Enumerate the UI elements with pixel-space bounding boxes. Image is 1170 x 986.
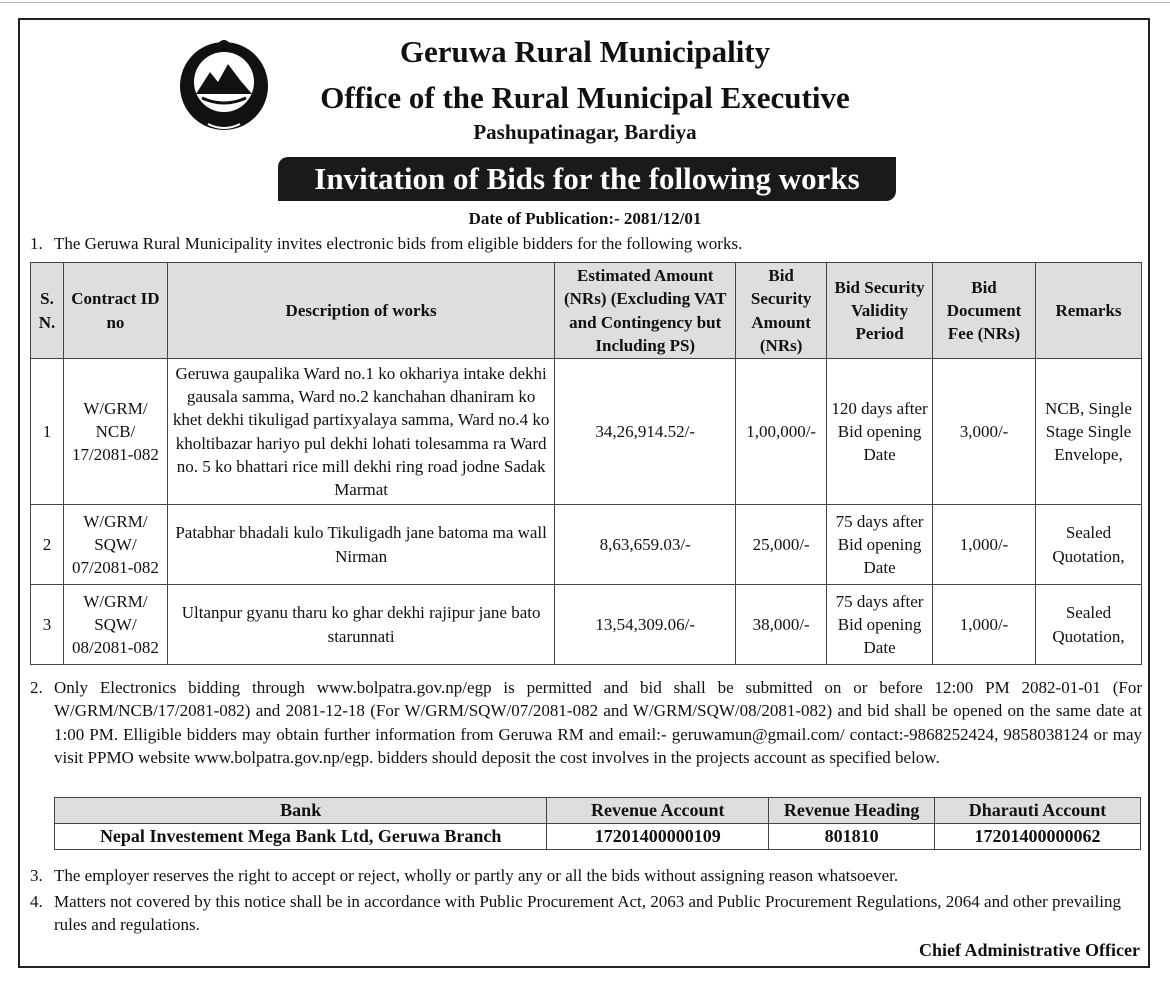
cell-contract-id: W/GRM/ SQW/ 07/2081-082 <box>63 505 167 585</box>
clause-4-text: Matters not covered by this notice shall be in accordance with Public Procurement Act, 2063 and Public Procurement Regulations, 2064 and other prevailing rules and regulations. <box>54 892 1121 935</box>
header-dharauti-account: Dharauti Account <box>935 798 1141 824</box>
cell-doc-fee: 1,000/- <box>933 585 1036 665</box>
header-validity: Bid Security Validity Period <box>827 263 933 359</box>
clause-3-text: The employer reserves the right to accept or reject, wholly or partly any or all the bids without assigning reason whatsoever. <box>54 866 899 885</box>
office-address: Pashupatinagar, Bardiya <box>473 120 697 144</box>
table-row <box>31 505 1142 585</box>
header-doc-fee: Bid Document Fee (NRs) <box>933 263 1036 359</box>
header-bid-security: Bid Security Amount (NRs) <box>736 263 827 359</box>
cell-description: Patabhar bhadali kulo Tikuligadh jane batoma ma wall Nirman <box>167 505 554 585</box>
header-sn: S. N. <box>31 263 64 359</box>
cell-dharauti-account: 17201400000062 <box>935 824 1141 850</box>
cell-validity: 75 days after Bid opening Date <box>827 505 933 585</box>
cell-sn: 3 <box>31 585 64 665</box>
clause-4-number: 4. <box>30 892 43 911</box>
cell-doc-fee: 3,000/- <box>933 359 1036 505</box>
cell-validity: 120 days after Bid opening Date <box>827 359 933 505</box>
table-row <box>31 359 1142 505</box>
office-name: Office of the Rural Municipal Executive <box>320 80 850 115</box>
cell-revenue-account: 17201400000109 <box>547 824 769 850</box>
cell-validity: 75 days after Bid opening Date <box>827 585 933 665</box>
cell-estimated-amount: 8,63,659.03/- <box>555 505 736 585</box>
clause-2-number: 2. <box>30 678 43 697</box>
cell-contract-id: W/GRM/ NCB/ 17/2081-082 <box>63 359 167 505</box>
cell-remarks: Sealed Quotation, <box>1036 585 1142 665</box>
clause-1-text: The Geruwa Rural Municipality invites electronic bids from eligible bidders for the following works. <box>54 234 743 253</box>
cell-remarks: NCB, Single Stage Single Envelope, <box>1036 359 1142 505</box>
header-contract-id: Contract ID no <box>63 263 167 359</box>
header-description: Description of works <box>167 263 554 359</box>
municipality-name: Geruwa Rural Municipality <box>399 34 771 69</box>
cell-bank: Nepal Investement Mega Bank Ltd, Geruwa Branch <box>55 824 547 850</box>
header-revenue-account: Revenue Account <box>547 798 769 824</box>
cell-bid-security: 38,000/- <box>736 585 827 665</box>
clause-2-text: Only Electronics bidding through www.bolpatra.gov.np/egp is permitted and bid shall be submitted on or before 12:00 PM 2082-01-01 (For W/GRM/NCB/17/2081-082) and 2081-12-18 (For W/GRM/SQW/07/2081-082 and W/GRM/SQW/08/2081-082) and bid shall be opened on the same date at 1:00 PM. Elligible bidders may obtain further information from Geruwa RM and email:- geruwamun@gmail.com/ contact:-9868252424, 9858038124 or may visit PPMO website www.bolpatra.gov.np/egp. bidders should deposit the cost involves in the projects account as specified below. <box>54 678 1142 767</box>
header-bank: Bank <box>55 798 547 824</box>
cell-bid-security: 1,00,000/- <box>736 359 827 505</box>
clause-3-number: 3. <box>30 866 43 885</box>
bank-table-header <box>55 798 1141 824</box>
cell-doc-fee: 1,000/- <box>933 505 1036 585</box>
notice-title-banner: Invitation of Bids for the following works <box>278 157 896 201</box>
cell-remarks: Sealed Quotation, <box>1036 505 1142 585</box>
table-row <box>55 824 1141 850</box>
cell-estimated-amount: 34,26,914.52/- <box>555 359 736 505</box>
header-revenue-heading: Revenue Heading <box>769 798 935 824</box>
signatory-title: Chief Administrative Officer <box>919 940 1140 960</box>
clause-1-number: 1. <box>30 234 43 253</box>
header-remarks: Remarks <box>1036 263 1142 359</box>
cell-sn: 2 <box>31 505 64 585</box>
cell-contract-id: W/GRM/ SQW/ 08/2081-082 <box>63 585 167 665</box>
cell-description: Ultanpur gyanu tharu ko ghar dekhi rajipur jane bato starunnati <box>167 585 554 665</box>
works-table <box>30 262 1142 665</box>
cell-revenue-heading: 801810 <box>769 824 935 850</box>
header-estimated-amount: Estimated Amount (NRs) (Excluding VAT and Contingency but Including PS) <box>555 263 736 359</box>
table-row <box>31 585 1142 665</box>
cell-description: Geruwa gaupalika Ward no.1 ko okhariya intake dekhi gausala samma, Ward no.2 kanchahan dhaniram ko khet dekhi tikuligad partixyalaya samma, Ward no.4 ko kholtibazar hariyo pul dekhi lohati tolesamma ra Ward no. 5 ko bhattari rice mill dekhi ring road jodne Sadak Marmat <box>167 359 554 505</box>
works-table-header <box>31 263 1142 359</box>
cell-bid-security: 25,000/- <box>736 505 827 585</box>
publication-date: Date of Publication:- 2081/12/01 <box>468 209 702 228</box>
bank-account-table <box>54 797 1141 850</box>
cell-estimated-amount: 13,54,309.06/- <box>555 585 736 665</box>
top-rule <box>0 2 1170 3</box>
cell-sn: 1 <box>31 359 64 505</box>
